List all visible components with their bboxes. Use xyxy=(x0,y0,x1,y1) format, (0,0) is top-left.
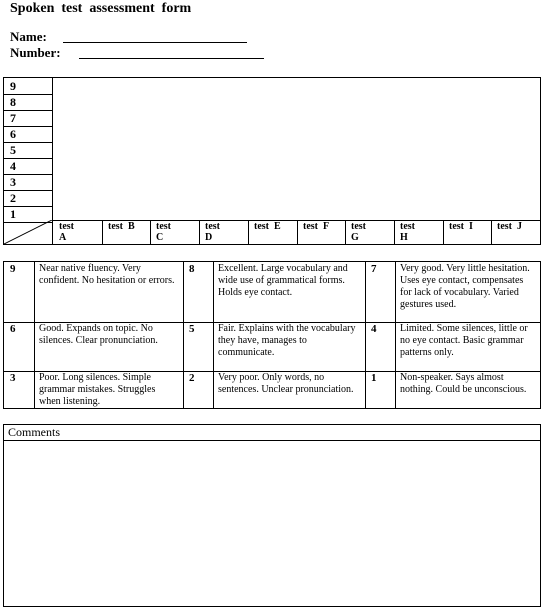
scale-description-1: Non-speaker. Says almost nothing. Could be unconscious. xyxy=(400,372,527,395)
scale-score-1: 1 xyxy=(371,372,377,384)
name-field[interactable] xyxy=(63,42,247,43)
level-label-3: 3 xyxy=(4,175,53,191)
test-column-divider xyxy=(150,220,151,244)
test-label: test E xyxy=(254,221,281,232)
scale-description-2: Very poor. Only words, no sentences. Unclear pronunciation. xyxy=(218,372,354,395)
scale-description-8: Excellent. Large vocabulary and wide use of grammatical forms. Holds eye contact. xyxy=(218,263,348,298)
corner-diagonal xyxy=(4,220,52,244)
level-label-5: 5 xyxy=(4,143,53,159)
scale-description-5: Fair. Explains with the vocabulary they have, manages to communicate. xyxy=(218,323,356,358)
test-column-divider xyxy=(199,220,200,244)
test-column-divider xyxy=(491,220,492,244)
name-label: Name: xyxy=(10,29,47,44)
scale-score-2: 2 xyxy=(189,372,195,384)
form-title: Spoken test assessment form xyxy=(10,1,192,16)
test-label: test I xyxy=(449,221,473,232)
comments-box[interactable] xyxy=(3,424,541,607)
test-label: test H xyxy=(400,221,415,243)
scale-score-5: 5 xyxy=(189,323,195,335)
level-label-4: 4 xyxy=(4,159,53,175)
test-label: test D xyxy=(205,221,220,243)
test-label: test A xyxy=(59,221,74,243)
scale-description-7: Very good. Very little hesitation. Uses eye contact, compensates for lack of vocabulary. Varied gestures used. xyxy=(400,263,530,310)
test-column-divider xyxy=(102,220,103,244)
test-label: test F xyxy=(303,221,330,232)
number-label: Number: xyxy=(10,45,61,60)
scale-column-divider xyxy=(213,262,214,408)
assessment-scale-table xyxy=(3,261,541,409)
scale-description-4: Limited. Some silences, little or no eye contact. Basic grammar patterns only. xyxy=(400,323,528,358)
comments-label: Comments xyxy=(4,425,540,441)
scale-score-3: 3 xyxy=(10,372,16,384)
scale-score-8: 8 xyxy=(189,263,195,275)
level-label-8: 8 xyxy=(4,95,53,111)
level-label-1: 1 xyxy=(4,207,53,223)
test-label: test J xyxy=(497,221,522,232)
scale-description-3: Poor. Long silences. Simple grammar mistakes. Struggles when listening. xyxy=(39,372,156,407)
level-label-9: 9 xyxy=(4,79,53,95)
test-column-divider xyxy=(394,220,395,244)
level-label-7: 7 xyxy=(4,111,53,127)
scale-column-divider xyxy=(395,262,396,408)
test-label: test B xyxy=(108,221,135,232)
scale-description-6: Good. Expands on topic. No silences. Clear pronunciation. xyxy=(39,323,158,346)
test-label: test C xyxy=(156,221,171,243)
score-chart xyxy=(3,77,541,245)
scale-column-divider xyxy=(183,262,184,408)
test-label: test G xyxy=(351,221,366,243)
scale-score-9: 9 xyxy=(10,263,16,275)
scale-description-9: Near native fluency. Very confident. No hesitation or errors. xyxy=(39,263,175,286)
scale-score-7: 7 xyxy=(371,263,377,275)
test-column-divider xyxy=(443,220,444,244)
test-column-divider xyxy=(297,220,298,244)
level-label-6: 6 xyxy=(4,127,53,143)
level-label-2: 2 xyxy=(4,191,53,207)
scale-column-divider xyxy=(34,262,35,408)
scale-score-4: 4 xyxy=(371,323,377,335)
test-column-divider xyxy=(248,220,249,244)
number-field[interactable] xyxy=(79,58,264,59)
scale-score-6: 6 xyxy=(10,323,16,335)
scale-column-divider xyxy=(365,262,366,408)
test-column-divider xyxy=(345,220,346,244)
